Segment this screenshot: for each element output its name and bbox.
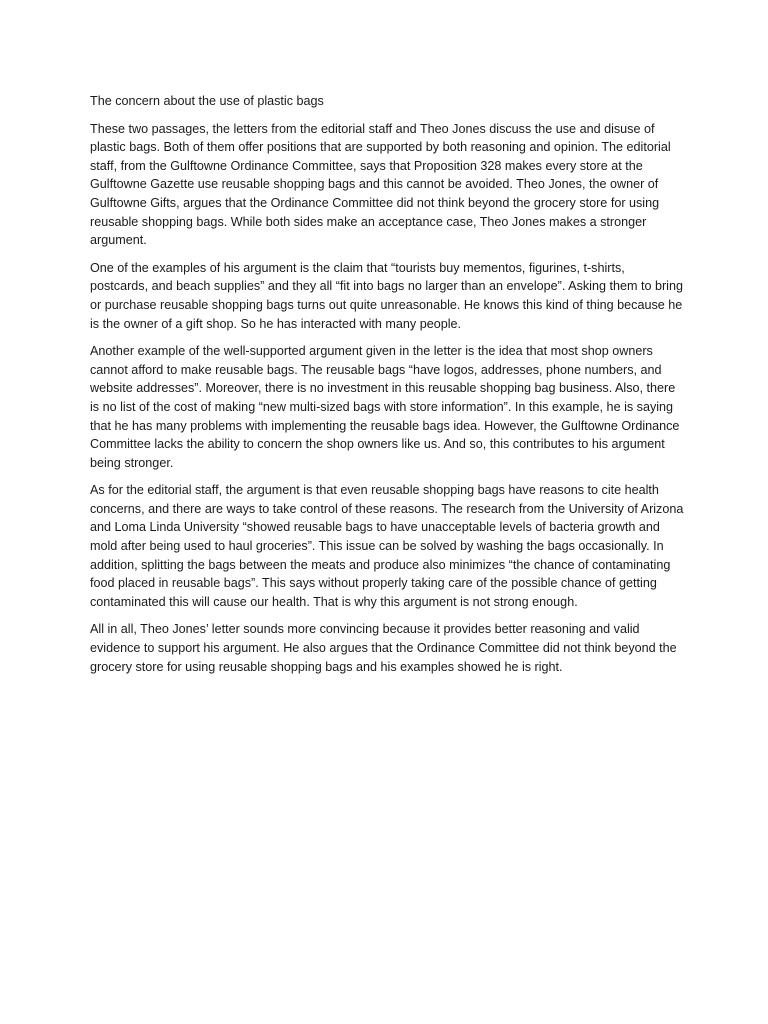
paragraph-2: One of the examples of his argument is the claim that “tourists buy mementos, figurines, t-shirts, postcards, and beach supplies” and they all “fit into bags no larger than an envelope”. Asking them to bring or purchase reusable shopping bags turns out quite unreasonable. He knows this kind of thing because he is the owner of a gift shop. So he has interacted with many people.	[90, 260, 683, 331]
paragraph-3: Another example of the well-supported argument given in the letter is the idea that most shop owners cannot afford to make reusable bags. The reusable bags “have logos, addresses, phone numbers, and website addresses”. Moreover, there is no investment in this reusable shopping bag business. Also, there is no list of the cost of making “new multi-sized bags with store information”. In this example, he is saying that he has many problems with implementing the reusable bags idea. However, the Gulftowne Ordinance Committee lacks the ability to concern the shop owners like us. And so, this contributes to his argument being stronger.	[90, 344, 680, 470]
document-title: The concern about the use of plastic bags	[90, 94, 324, 108]
paragraph-5: All in all, Theo Jones’ letter sounds more convincing because it provides better reasoning and valid evidence to support his argument. He also argues that the Ordinance Committee did not think beyond the grocery store for using reusable shopping bags and his examples showed he is right.	[90, 622, 677, 674]
paragraph-1: These two passages, the letters from the editorial staff and Theo Jones discuss the use and disuse of plastic bags. Both of them offer positions that are supported by both reasoning and opinion. The editorial staff, from the Gulftowne Ordinance Committee, says that Proposition 328 makes every store at the Gulftowne Gazette use reusable shopping bags and this cannot be avoided. Theo Jones, the owner of Gulftowne Gifts, argues that the Ordinance Committee did not think beyond the grocery store for using reusable shopping bags. While both sides make an acceptance case, Theo Jones makes a stronger argument.	[90, 121, 671, 248]
paragraph-4: As for the editorial staff, the argument is that even reusable shopping bags have reasons to cite health concerns, and there are ways to take control of these reasons. The research from the University of Arizona and Loma Linda University “showed reusable bags to have unacceptable levels of bacteria growth and mold after being used to haul groceries”. This issue can be solved by washing the bags occasionally. In addition, splitting the bags between the meats and produce also minimizes “the chance of contaminating food placed in reusable bags”. This says without properly taking care of the possible chance of getting contaminated this will cause our health. That is why this argument is not strong enough.	[90, 483, 684, 609]
document-body	[90, 92, 686, 685]
